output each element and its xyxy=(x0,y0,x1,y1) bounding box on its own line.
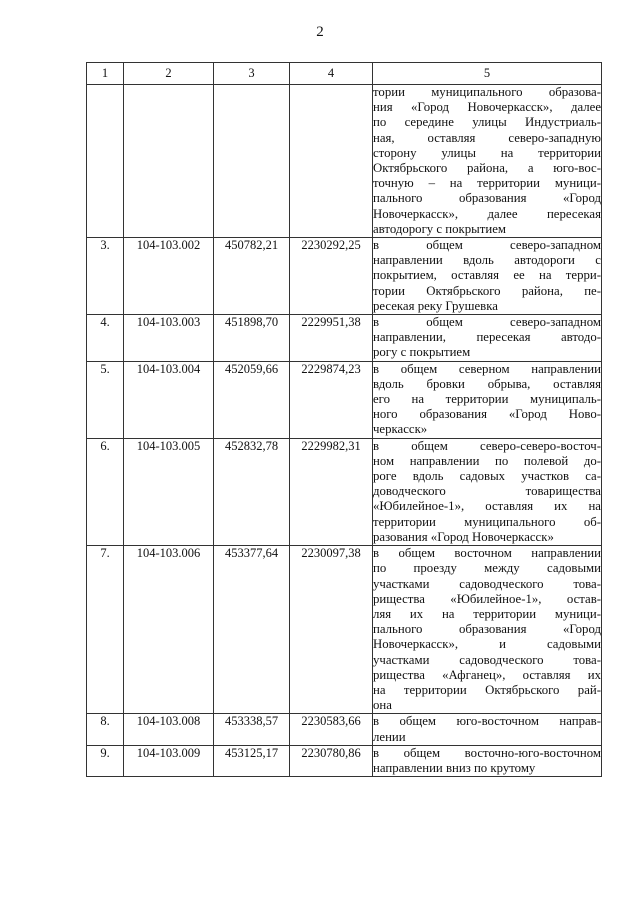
cell-code: 104-103.006 xyxy=(124,546,214,714)
cell-x: 453377,64 xyxy=(214,546,290,714)
cell-y xyxy=(290,85,373,238)
cell-description xyxy=(373,361,602,438)
cell-num: 5. xyxy=(87,361,124,438)
description-line: в общем северо-западном xyxy=(373,315,601,330)
table-row xyxy=(87,546,602,714)
cell-code: 104-103.004 xyxy=(124,361,214,438)
col-header-4: 4 xyxy=(290,63,373,85)
cell-code: 104-103.008 xyxy=(124,714,214,745)
cell-code: 104-103.002 xyxy=(124,238,214,315)
cell-code xyxy=(124,85,214,238)
cell-num: 6. xyxy=(87,438,124,545)
description-line: ного образования «Город Ново- xyxy=(373,407,601,422)
description-line: территории муниципального об- xyxy=(373,514,601,529)
cell-y: 2229982,31 xyxy=(290,438,373,545)
description-line: она xyxy=(373,698,392,713)
header-row xyxy=(87,63,602,85)
description-line: Новочеркасск», и садовыми xyxy=(373,637,601,652)
cell-num: 8. xyxy=(87,714,124,745)
cell-description xyxy=(373,546,602,714)
description-line: в общем северо-северо-восточ- xyxy=(373,438,601,453)
cell-description xyxy=(373,85,602,238)
cell-x: 450782,21 xyxy=(214,238,290,315)
cell-x: 453125,17 xyxy=(214,745,290,776)
col-header-5: 5 xyxy=(373,63,602,85)
table-row xyxy=(87,714,602,745)
table-row xyxy=(87,438,602,545)
cell-y: 2230780,86 xyxy=(290,745,373,776)
cell-description xyxy=(373,438,602,545)
cell-x: 452832,78 xyxy=(214,438,290,545)
description-line: точную – на территории муници- xyxy=(373,176,601,191)
cell-description xyxy=(373,745,602,776)
cell-description xyxy=(373,238,602,315)
description-line: роге вдоль садовых участков са- xyxy=(373,469,601,484)
description-line: автодорогу с покрытием xyxy=(373,221,506,236)
cell-y: 2230583,66 xyxy=(290,714,373,745)
description-line: пального образования «Город xyxy=(373,622,601,637)
cell-num: 4. xyxy=(87,315,124,362)
description-line: черкасск» xyxy=(373,422,428,437)
cell-num: 7. xyxy=(87,546,124,714)
cell-num: 3. xyxy=(87,238,124,315)
cell-y: 2229874,23 xyxy=(290,361,373,438)
description-line: вдоль бровки обрыва, оставляя xyxy=(373,376,601,391)
description-line: рищества «Афганец», оставляя их xyxy=(373,667,601,682)
description-line: пального образования «Город xyxy=(373,191,601,206)
description-line: сторону улицы на территории xyxy=(373,145,601,160)
cell-y: 2230097,38 xyxy=(290,546,373,714)
table-row xyxy=(87,745,602,776)
description-line: разования «Город Новочеркасск» xyxy=(373,529,554,544)
cell-code: 104-103.009 xyxy=(124,745,214,776)
description-line: ресекая реку Грушевка xyxy=(373,298,498,313)
description-line: по середине улицы Индустриаль- xyxy=(373,115,601,130)
page-number: 2 xyxy=(316,24,324,40)
cell-x: 452059,66 xyxy=(214,361,290,438)
col-header-3: 3 xyxy=(214,63,290,85)
description-line: лении xyxy=(373,729,406,744)
description-line: в общем северном направлении xyxy=(373,361,601,376)
description-line: покрытием, оставляя ее на терри- xyxy=(373,268,601,283)
cell-num xyxy=(87,85,124,238)
cell-description xyxy=(373,315,602,362)
table-row xyxy=(87,361,602,438)
description-line: рогу с покрытием xyxy=(373,345,471,360)
cell-y: 2229951,38 xyxy=(290,315,373,362)
cell-description xyxy=(373,714,602,745)
cell-code: 104-103.003 xyxy=(124,315,214,362)
cell-code: 104-103.005 xyxy=(124,438,214,545)
description-line: тории Октябрьского района, пе- xyxy=(373,283,601,298)
description-line: на территории Октябрьского рай- xyxy=(373,682,601,697)
description-line: ляя их на территории муници- xyxy=(373,606,601,621)
col-header-2: 2 xyxy=(124,63,214,85)
description-line: «Юбилейное-1», оставляя их на xyxy=(373,499,601,514)
description-line: направлении вдоль автодороги с xyxy=(373,253,601,268)
continuation-row xyxy=(87,85,602,238)
description-line: Октябрьского района, а юго-вос- xyxy=(373,161,601,176)
description-line: в общем восточном направлении xyxy=(373,546,601,561)
col-header-1: 1 xyxy=(87,63,124,85)
cell-x: 453338,57 xyxy=(214,714,290,745)
description-line: участками садоводческого това- xyxy=(373,652,601,667)
description-line: рищества «Юбилейное-1», остав- xyxy=(373,591,601,606)
description-line: в общем северо-западном xyxy=(373,238,601,253)
description-line: ния «Город Новочеркасск», далее xyxy=(373,100,601,115)
description-line: участками садоводческого това- xyxy=(373,576,601,591)
cell-num: 9. xyxy=(87,745,124,776)
description-line: по проезду между садовыми xyxy=(373,561,601,576)
cell-x xyxy=(214,85,290,238)
boundary-table xyxy=(86,62,602,777)
table-row xyxy=(87,315,602,362)
description-line: доводческого товарищества xyxy=(373,484,601,499)
description-line: направлении вниз по крутому xyxy=(373,760,536,775)
cell-y: 2230292,25 xyxy=(290,238,373,315)
cell-x: 451898,70 xyxy=(214,315,290,362)
description-line: ном направлении по полевой до- xyxy=(373,453,601,468)
description-line: в общем юго-восточном направ- xyxy=(373,714,601,729)
description-line: ная, оставляя северо-западную xyxy=(373,130,601,145)
table-row xyxy=(87,238,602,315)
description-line: Новочеркасск», далее пересекая xyxy=(373,206,601,221)
description-line: направлении, пересекая автодо- xyxy=(373,330,601,345)
description-line: его на территории муниципаль- xyxy=(373,392,601,407)
description-line: тории муниципального образова- xyxy=(373,85,601,99)
description-line: в общем восточно-юго-восточном xyxy=(373,745,601,760)
